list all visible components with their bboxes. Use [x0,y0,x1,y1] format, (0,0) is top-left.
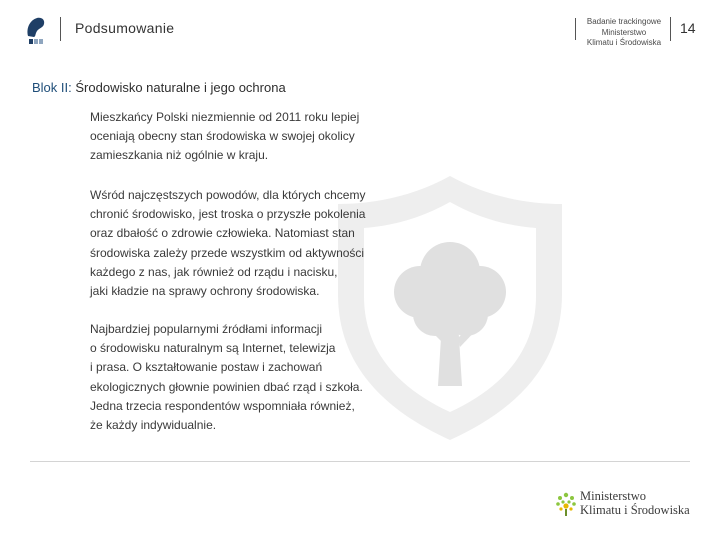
ministry-line: Ministerstwo [580,489,646,503]
paragraph-line: że każdy indywidualnie. [90,418,217,433]
paragraph-line: środowiska zależy przede wszystkim od aktywności [90,245,365,260]
page-number: 14 [680,20,696,36]
paragraph-line: ekologicznych głownie powinien dbać rząd i szkoła. [90,379,363,394]
paragraph-line: zamieszkania niż ogólnie w kraju. [90,148,269,163]
company-logo-icon [24,14,48,46]
ministry-emblem-icon [554,491,578,517]
header-divider-study [575,18,576,40]
ministry-line: Klimatu i Środowiska [580,503,690,517]
study-name [584,17,664,49]
paragraph-line: Najbardziej popularnymi źródłami informacji [90,322,323,336]
ministry-logo-text [580,489,690,517]
paragraph-line: i prasa. O kształtowanie postaw i zachowań [90,360,323,375]
block-label: Blok II: [32,80,72,95]
paragraph-line: każdego z nas, jak również od rządu i nacisku, [90,264,338,279]
paragraph-line: Wśród najczęstszych powodów, dla których chcemy [90,188,366,202]
paragraph-line: Mieszkańcy Polski niezmiennie od 2011 roku lepiej [90,110,360,124]
paragraph-evaluation [90,108,410,166]
paragraph-line: jaki kładzie na sprawy ochrony środowiska. [90,284,320,299]
paragraph-sources [90,320,410,435]
paragraph-line: oceniają obecny stan środowiska w swojej okolicy [90,129,355,144]
paragraph-line: o środowisku naturalnym są Internet, telewizja [90,341,336,356]
paragraph-line: Jedna trzecia respondentów wspomniała również, [90,398,355,413]
header-divider-page [670,17,671,41]
header-divider-left [60,17,61,41]
block-title: Środowisko naturalne i jego ochrona [75,80,286,95]
footer-divider [30,461,690,462]
study-line: Ministerstwo [601,27,647,37]
study-line: Badanie trackingowe [586,17,662,26]
page-title: Podsumowanie [75,20,175,36]
paragraph-reasons [90,186,410,301]
paragraph-line: chronić środowisko, jest troska o przyszłe pokolenia [90,207,366,222]
block-heading [32,80,286,95]
paragraph-line: oraz dbałość o zdrowie człowieka. Natomiast stan [90,226,355,241]
study-line: Klimatu i Środowiska [586,38,662,47]
